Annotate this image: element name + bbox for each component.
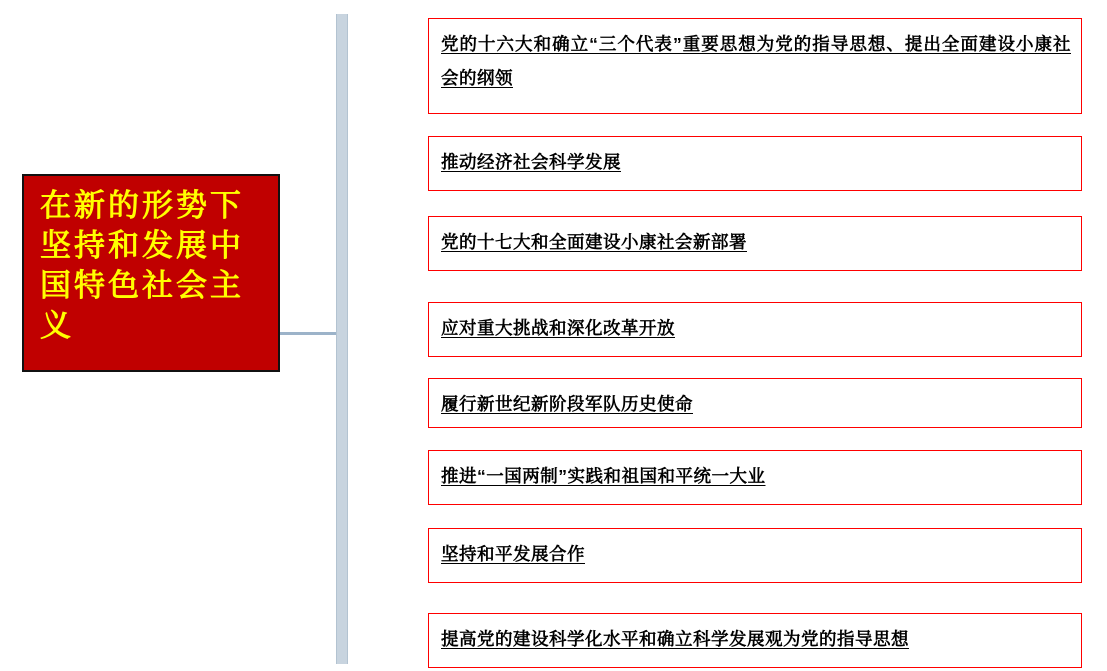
branch-node-4[interactable] [428,302,1082,357]
branch-node-7-label: 坚持和平发展合作 [441,544,585,564]
root-node[interactable] [22,174,280,372]
branch-node-2-label: 推动经济社会科学发展 [441,152,621,172]
branch-node-4-label: 应对重大挑战和深化改革开放 [441,318,675,338]
branch-node-8[interactable] [428,613,1082,668]
branch-node-6-label: 推进“一国两制”实践和祖国和平统一大业 [441,466,766,486]
connector-spine [336,14,348,664]
branch-node-1[interactable] [428,18,1082,114]
connector-stub [280,332,342,335]
branch-node-7[interactable] [428,528,1082,583]
branch-node-8-label: 提高党的建设科学化水平和确立科学发展观为党的指导思想 [441,629,909,649]
root-node-label: 在新的形势下坚持和发展中国特色社会主义 [40,188,244,343]
branch-node-3[interactable] [428,216,1082,271]
branch-node-1-label: 党的十六大和确立“三个代表”重要思想为党的指导思想、提出全面建设小康社会的纲领 [441,34,1071,88]
branch-node-2[interactable] [428,136,1082,191]
branch-node-5[interactable] [428,378,1082,428]
branch-node-5-label: 履行新世纪新阶段军队历史使命 [441,394,693,414]
branch-node-3-label: 党的十七大和全面建设小康社会新部署 [441,232,747,252]
branch-node-6[interactable] [428,450,1082,505]
